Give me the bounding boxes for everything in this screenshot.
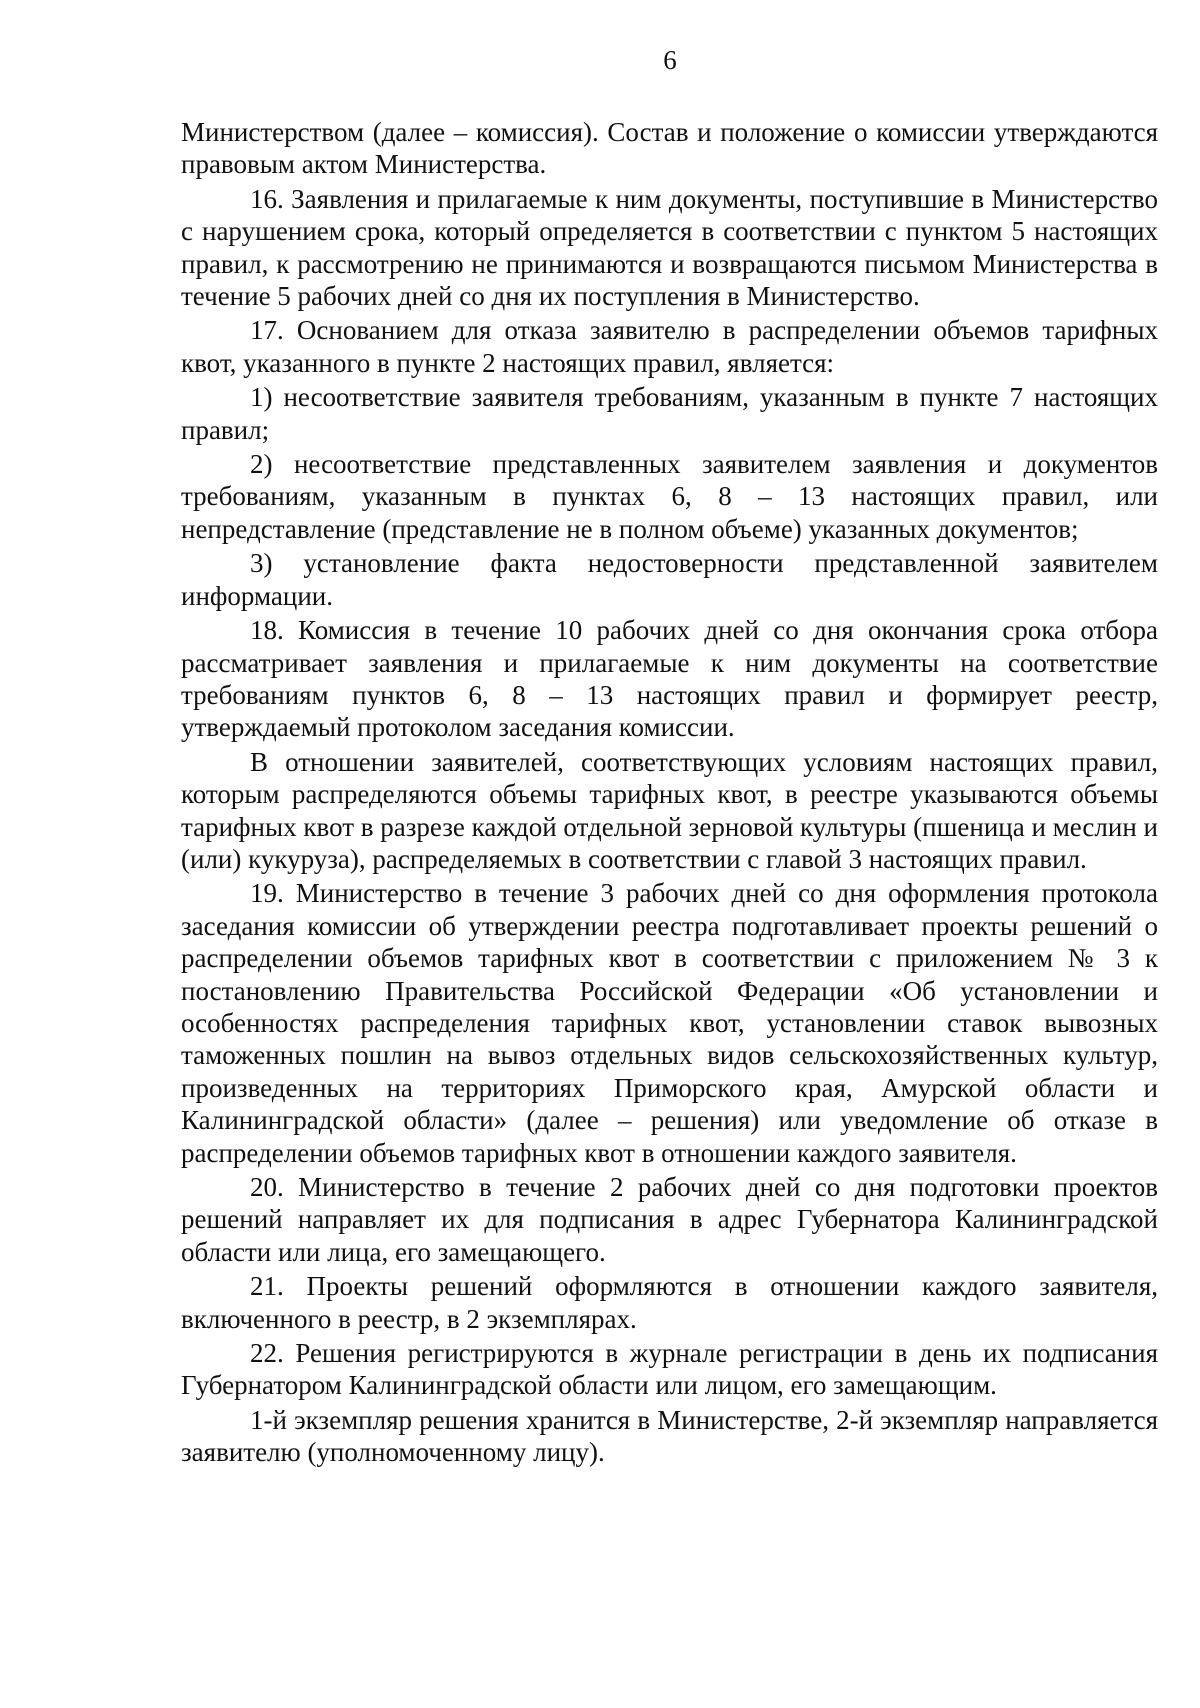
paragraph-17-item-2: 2) несоответствие представленных заявителем заявления и документов требованиям, указанным в пунктах 6, 8 – 13 настоящих правил, или непредставление (представление не в полном объеме) указанных документов; (181, 449, 1158, 544)
paragraph-19: 19. Министерство в течение 3 рабочих дней со дня оформления протокола заседания комиссии об утверждении реестра подготавливает проекты решений о распределении объемов тарифных квот в соответствии с приложением № 3 к постановлению Правительства Российской Федерации «Об установлении и особенностях распределения тарифных квот, установлении ставок вывозных таможенных пошлин на вывоз отдельных видов сельскохозяйственных культур, произведенных на территориях Приморского края, Амурской области и Калининградской области» (далее – решения) или уведомление об отказе в распределении объемов тарифных квот в отношении каждого заявителя. (181, 878, 1158, 1168)
paragraph-22-continued: 1-й экземпляр решения хранится в Министерстве, 2-й экземпляр направляется заявителю (уполномоченному лицу). (181, 1404, 1158, 1468)
paragraph-16: 16. Заявления и прилагаемые к ним документы, поступившие в Министерство с нарушением срока, который определяется в соответствии с пунктом 5 настоящих правил, к рассмотрению не принимаются и возвращаются письмом Министерства в течение 5 рабочих дней со дня их поступления в Министерство. (181, 183, 1158, 312)
page-number: 6 (663, 45, 677, 75)
paragraph-22: 22. Решения регистрируются в журнале регистрации в день их подписания Губернатором Калининградской области или лицом, его замещающим. (181, 1338, 1158, 1401)
document-body (181, 116, 1158, 1469)
paragraph-18-continued: В отношении заявителей, соответствующих условиям настоящих правил, которым распределяются объемы тарифных квот, в реестре указываются объемы тарифных квот в разрезе каждой отдельной зерновой культуры (пшеница и меслин и (или) кукуруза), распределяемых в соответствии с главой 3 настоящих правил. (181, 746, 1158, 874)
paragraph-17-item-1: 1) несоответствие заявителя требованиям, указанным в пункте 7 настоящих правил; (181, 382, 1158, 445)
paragraph-21: 21. Проекты решений оформляются в отношении каждого заявителя, включенного в реестр, в 2 экземплярах. (181, 1271, 1158, 1334)
paragraph-17-item-3: 3) установление факта недостоверности представленной заявителем информации. (181, 548, 1158, 611)
paragraph-intro: Министерством (далее – комиссия). Состав и положение о комиссии утверждаются правовым актом Министерства. (181, 117, 1158, 180)
paragraph-20: 20. Министерство в течение 2 рабочих дней со дня подготовки проектов решений направляет их для подписания в адрес Губернатора Калининградской области или лица, его замещающего. (181, 1172, 1158, 1267)
paragraph-17: 17. Основанием для отказа заявителю в распределении объемов тарифных квот, указанного в пункте 2 настоящих правил, является: (181, 315, 1158, 378)
paragraph-18: 18. Комиссия в течение 10 рабочих дней со дня окончания срока отбора рассматривает заявления и прилагаемые к ним документы на соответствие требованиям пунктов 6, 8 – 13 настоящих правил и формирует реестр, утверждаемый протоколом заседания комиссии. (181, 615, 1158, 743)
